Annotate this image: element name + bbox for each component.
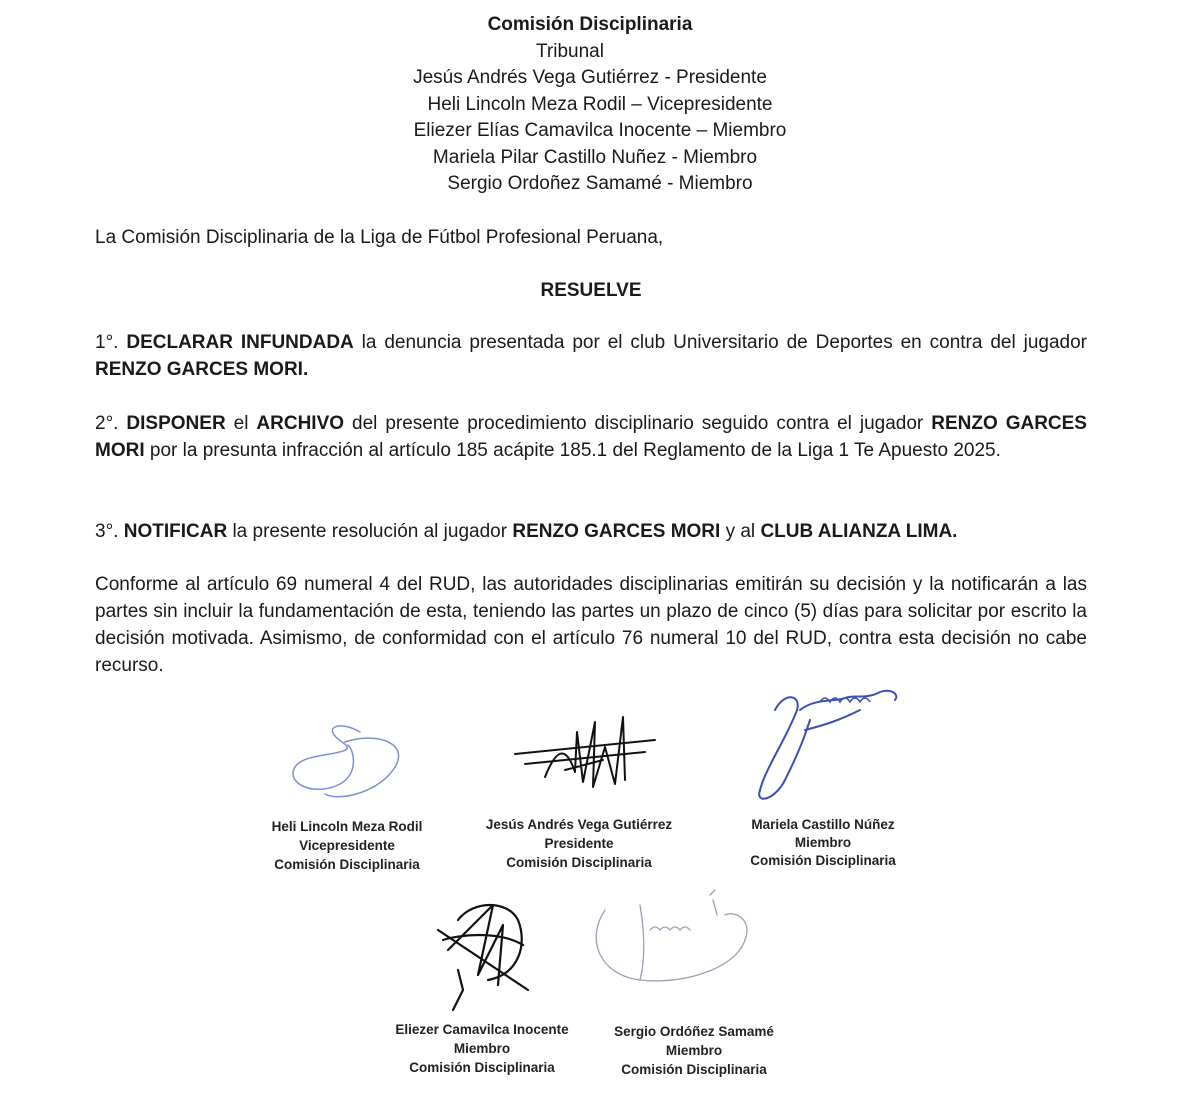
header-member: Sergio Ordoñez Samamé - Miembro bbox=[447, 173, 753, 194]
item-bold-text: NOTIFICAR bbox=[123, 521, 228, 542]
closing-paragraph: Conforme al artículo 69 numeral 4 del RUD, las autoridades disciplinarias emitirán su decisión y la notificarán a las partes sin incluir la fundamentación de esta, teniendo las partes un plazo de cinco (5) días para solicitar por escrito la decisión motivada. Asimismo, de conformidad con el artículo 76 numeral 10 del RUD, contra esta decisión no cabe recurso. bbox=[95, 574, 1087, 676]
signature-camavilca-inocente bbox=[428, 890, 538, 1015]
header-member: Jesús Andrés Vega Gutiérrez - Presidente bbox=[413, 67, 767, 88]
header-subtitle: Tribunal bbox=[536, 40, 604, 62]
document-header bbox=[0, 12, 1200, 198]
header-member: Mariela Pilar Castillo Nuñez - Miembro bbox=[432, 146, 758, 168]
signature-meza-rodil bbox=[280, 712, 420, 812]
signatory-role: Miembro bbox=[665, 1043, 723, 1058]
signatory-block-ordonez-samame bbox=[594, 1022, 794, 1079]
header-member: Eliezer Elías Camavilca Inocente – Miembro bbox=[413, 120, 787, 141]
signatory-block-meza-rodil bbox=[247, 817, 447, 874]
resolution-item-3 bbox=[95, 518, 1087, 545]
item-text: por la presunta infracción al artículo 185 acápite 185.1 del Reglamento de la Liga 1 Te Apuesto 2025. bbox=[144, 440, 1001, 461]
signatory-block-camavilca-inocente bbox=[382, 1020, 582, 1077]
intro-paragraph: La Comisión Disciplinaria de la Liga de Fútbol Profesional Peruana, bbox=[95, 227, 664, 248]
item-number: 3°. bbox=[95, 521, 124, 542]
resolves-heading: RESUELVE bbox=[540, 280, 642, 301]
item-bold-text: ARCHIVO bbox=[256, 413, 345, 434]
signatory-role: Miembro bbox=[453, 1041, 511, 1056]
signatory-body: Comisión Disciplinaria bbox=[621, 1062, 767, 1077]
item-bold-text: DISPONER bbox=[126, 413, 226, 434]
item-text: la presente resolución al jugador bbox=[227, 521, 513, 542]
signature-ordonez-samame bbox=[585, 880, 765, 990]
item-text: del presente procedimiento disciplinario seguido contra el jugador bbox=[344, 413, 932, 434]
signature-castillo-nunez bbox=[745, 680, 915, 810]
resolution-item-1 bbox=[95, 329, 1087, 383]
signatory-role: Miembro bbox=[794, 835, 852, 850]
signatory-name: Mariela Castillo Núñez bbox=[751, 817, 895, 832]
item-number: 2°. bbox=[95, 413, 127, 434]
signatory-role: Vicepresidente bbox=[299, 838, 395, 853]
item-bold-text: RENZO GARCES MORI bbox=[95, 413, 1087, 461]
signatory-body: Comisión Disciplinaria bbox=[409, 1060, 555, 1075]
item-bold-text: RENZO GARCES MORI. bbox=[95, 359, 309, 380]
signatory-block-castillo-nunez bbox=[723, 816, 923, 870]
item-bold-text: DECLARAR INFUNDADA bbox=[126, 332, 354, 353]
signatory-role: Presidente bbox=[544, 836, 614, 851]
header-title: Comisión Disciplinaria bbox=[487, 14, 693, 35]
item-text: el bbox=[225, 413, 257, 434]
signatory-body: Comisión Disciplinaria bbox=[274, 857, 420, 872]
signatory-block-vega-gutierrez bbox=[469, 815, 689, 872]
signatory-body: Comisión Disciplinaria bbox=[750, 853, 896, 868]
item-text: y al bbox=[720, 521, 761, 542]
item-text: la denuncia presentada por el club Universitario de Deportes en contra del jugador bbox=[353, 332, 1087, 353]
item-bold-text: RENZO GARCES MORI bbox=[512, 521, 721, 542]
signature-vega-gutierrez bbox=[505, 712, 665, 802]
signatory-name: Eliezer Camavilca Inocente bbox=[395, 1022, 569, 1037]
signatory-name: Heli Lincoln Meza Rodil bbox=[271, 819, 423, 834]
signatory-name: Jesús Andrés Vega Gutiérrez bbox=[485, 817, 673, 832]
header-member: Heli Lincoln Meza Rodil – Vicepresidente bbox=[427, 93, 773, 115]
signatory-name: Sergio Ordóñez Samamé bbox=[614, 1024, 774, 1039]
resolution-item-2 bbox=[95, 410, 1087, 464]
item-bold-text: CLUB ALIANZA LIMA. bbox=[760, 521, 958, 542]
signatory-body: Comisión Disciplinaria bbox=[506, 855, 652, 870]
item-number: 1°. bbox=[95, 332, 127, 353]
